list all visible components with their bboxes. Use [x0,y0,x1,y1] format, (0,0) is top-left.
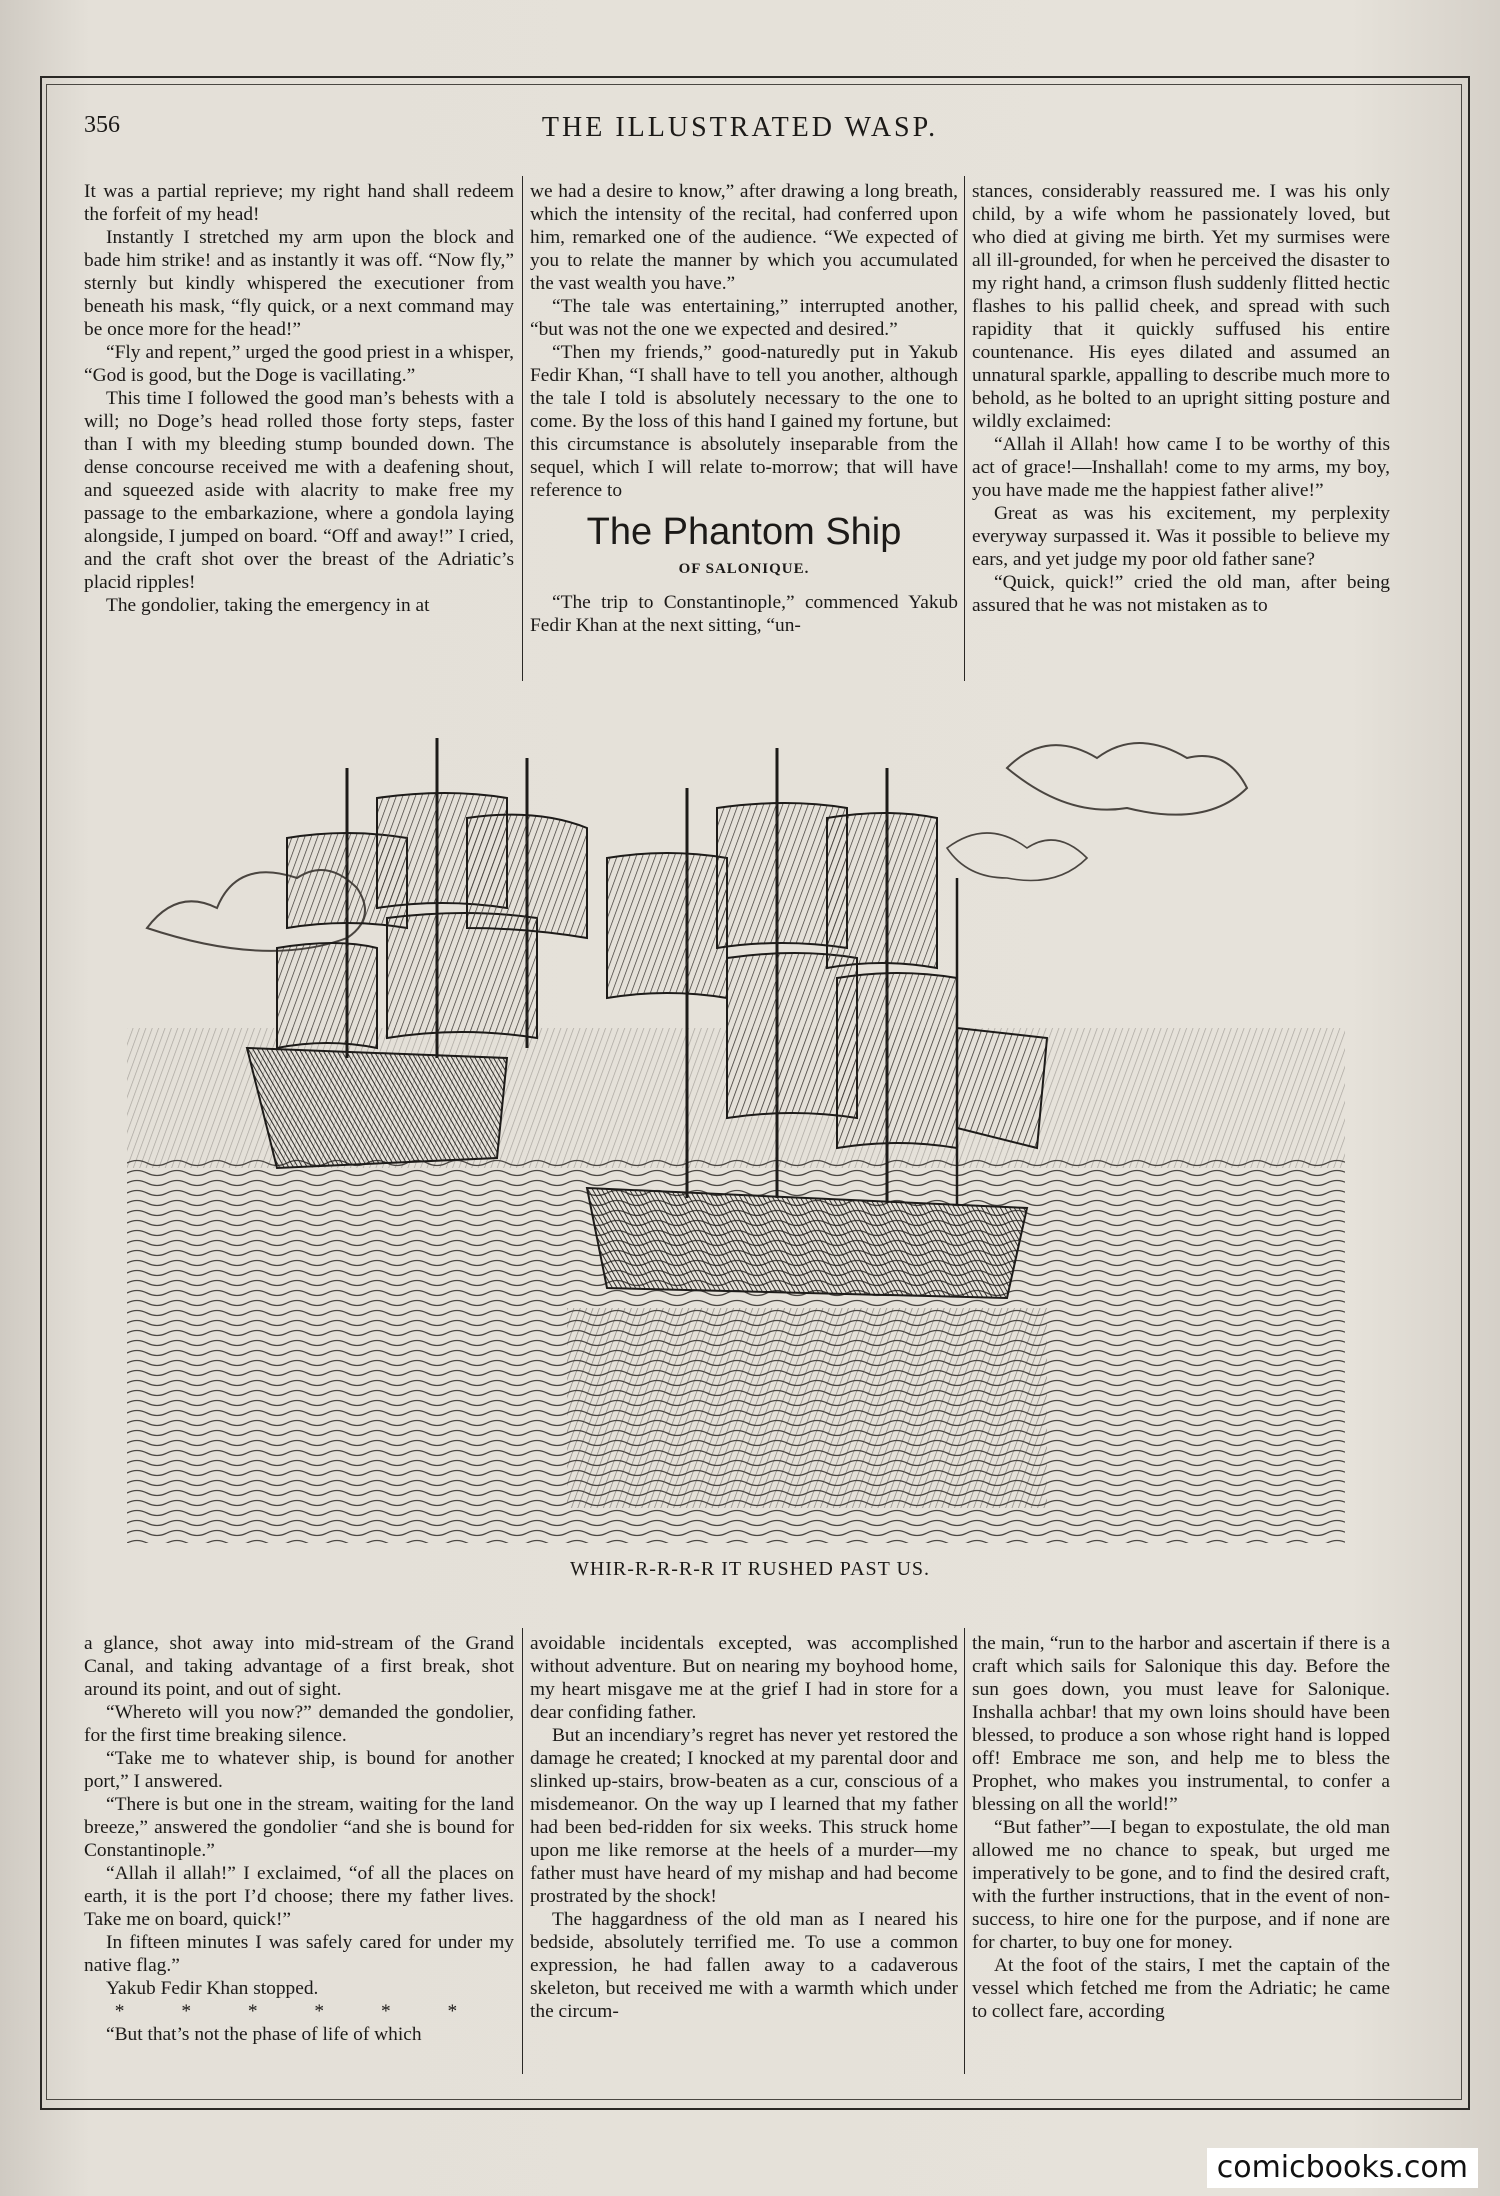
column-divider [522,176,523,681]
paragraph: In fifteen minutes I was safely cared for under my native flag.” [84,1932,514,1976]
paragraph: “There is but one in the stream, waiting for the land breeze,” answered the gondolier “and she is bound for Constantinople.” [84,1794,514,1861]
paragraph: Instantly I stretched my arm upon the block and bade him strike! and as instantly it was off. “Now fly,” sternly but kindly whispered the executioner from beneath his mask, “fly quick, or a next command may be once more for the head!” [84,227,514,340]
publication-title: THE ILLUSTRATED WASP. [541,112,939,143]
page-number: 356 [84,112,120,138]
bottom-column-1 [84,1632,514,2072]
paragraph: “Then my friends,” good-naturedly put in Yakub Fedir Khan, “I shall have to tell you another, although the tale I told is absolutely necessary to the one to come. By the loss of this hand I gained my fortune, but this circumstance is absolutely inseparable from the sequel, which I will relate to-morrow; that will have reference to [530,342,958,501]
paragraph: “The tale was entertaining,” interrupted another, “but was not the one we expected and desired.” [530,296,958,340]
paragraph: Yakub Fedir Khan stopped. [106,1978,319,1999]
paragraph: avoidable incidentals excepted, was accomplished without adventure. But on nearing my boyhood home, my heart misgave me at the grief I had in store for a dear confiding father. [530,1633,958,1723]
site-watermark: comicbooks.com [1207,2148,1478,2188]
paragraph: “The trip to Constantinople,” commenced Yakub Fedir Khan at the next sitting, “un- [530,592,958,636]
page-header [80,108,1400,148]
paragraph: Great as was his excitement, my perplexity everyway surpassed it. Was it possible to believe my ears, and yet judge my poor old father sane? [972,503,1390,570]
top-column-2 [530,180,958,680]
paragraph: we had a desire to know,” after drawing a long breath, which the intensity of the recital, had conferred upon him, remarked one of the audience. “We expected of you to relate the manner by which you accumulated the vast wealth you have.” [530,181,958,294]
paragraph: It was a partial reprieve; my right hand shall redeem the forfeit of my head! [84,181,514,225]
paragraph: The gondolier, taking the emergency in at [106,595,430,616]
paragraph: “Take me to whatever ship, is bound for another port,” I answered. [84,1748,514,1792]
paragraph: This time I followed the good man’s behests with a will; no Doge’s head rolled those forty steps, faster than I with my bleeding stump bounded down. The dense concourse received me with a deafening shout, and squeezed aside with alacrity to make free my passage to the embarkazione, where a gondola laying alongside, I jumped on board. “Off and away!” I cried, and the craft shot over the breast of the Adriatic’s placid ripples! [84,388,514,593]
paragraph: stances, considerably reassured me. I was his only child, by a wife whom he passionately loved, but who died at giving me birth. Yet my surmises were all ill-grounded, for when he perceived the disaster to my right hand, a crimson flush suddenly flitted hectic flashes to his pallid cheek, and spread with such rapidity that it quickly suffused his entire countenance. His eyes dilated and assumed an unnatural sparkle, appalling to describe much more to behold, as he bolted to an upright sitting posture and wildly exclaimed: [972,181,1390,432]
paragraph: The haggardness of the old man as I neared his bedside, absolutely terrified me. To use a common expression, he had fallen away to a cadaverous skeleton, but received me with a warmth which under the circum- [530,1909,958,2022]
bottom-column-3 [972,1632,1390,2072]
paragraph: “Whereto will you now?” demanded the gondolier, for the first time breaking silence. [84,1702,514,1746]
story-subtitle: OF SALONIQUE. [678,561,810,577]
column-divider [964,1628,965,2074]
ship-reflection [567,1308,1047,1508]
top-column-1 [84,180,514,680]
paragraph: “But that’s not the phase of life of which [106,2024,422,2045]
paragraph: “Allah il Allah! how came I to be worthy of this act of grace!—Inshallah! come to my arms, my boy, you have made me the happiest father alive!” [972,434,1390,501]
bottom-column-2 [530,1632,958,2072]
paragraph: “Quick, quick!” cried the old man, after being assured that he was not mistaken as to [972,572,1390,616]
top-column-3 [972,180,1390,680]
paragraph: “Allah il allah!” I exclaimed, “of all the places on earth, it is the port I’d choose; there my father lives. Take me on board, quick!” [84,1863,514,1930]
ships-engraving [127,728,1345,1543]
story-title: The Phantom Ship [586,511,902,553]
column-divider [522,1628,523,2074]
illustration-caption: WHIR-R-R-R-R IT RUSHED PAST US. [569,1558,931,1580]
right-ship [587,748,1047,1298]
paragraph: the main, “run to the harbor and ascertain if there is a craft which sails for Salonique this day. Before the sun goes down, you must leave for Salonique. Inshalla achbar! that my own loins should have been blessed, to produce a son whose right hand is lopped off! Embrace me son, and help me to bless the Prophet, who makes you instrumental, to confer a blessing on all the world!” [972,1633,1390,1815]
paragraph: “But father”—I began to expostulate, the old man allowed me no chance to speak, but urged me imperatively to be gone, and to find the desired craft, with the further instructions, that in the event of non-success, to hire one for the purpose, and if none are for charter, to buy one for money. [972,1817,1390,1953]
paragraph: a glance, shot away into mid-stream of the Grand Canal, and taking advantage of a first break, shot around its point, and out of sight. [84,1633,514,1700]
section-break-stars: * * * * * * [114,2001,484,2022]
paragraph: At the foot of the stairs, I met the captain of the vessel which fetched me from the Adriatic; he came to collect fare, according [972,1955,1390,2022]
paragraph: But an incendiary’s regret has never yet restored the damage he created; I knocked at my parental door and slinked up-stairs, brow-beaten as a cur, conscious of a misdemeanor. On the way up I learned that my father had been bed-ridden for six weeks. This struck home upon me like remorse at the heels of a murder—my father must have heard of my mishap and had become prostrated by the shock! [530,1725,958,1907]
column-divider [964,176,965,681]
paragraph: “Fly and repent,” urged the good priest in a whisper, “God is good, but the Doge is vacillating.” [84,342,514,386]
